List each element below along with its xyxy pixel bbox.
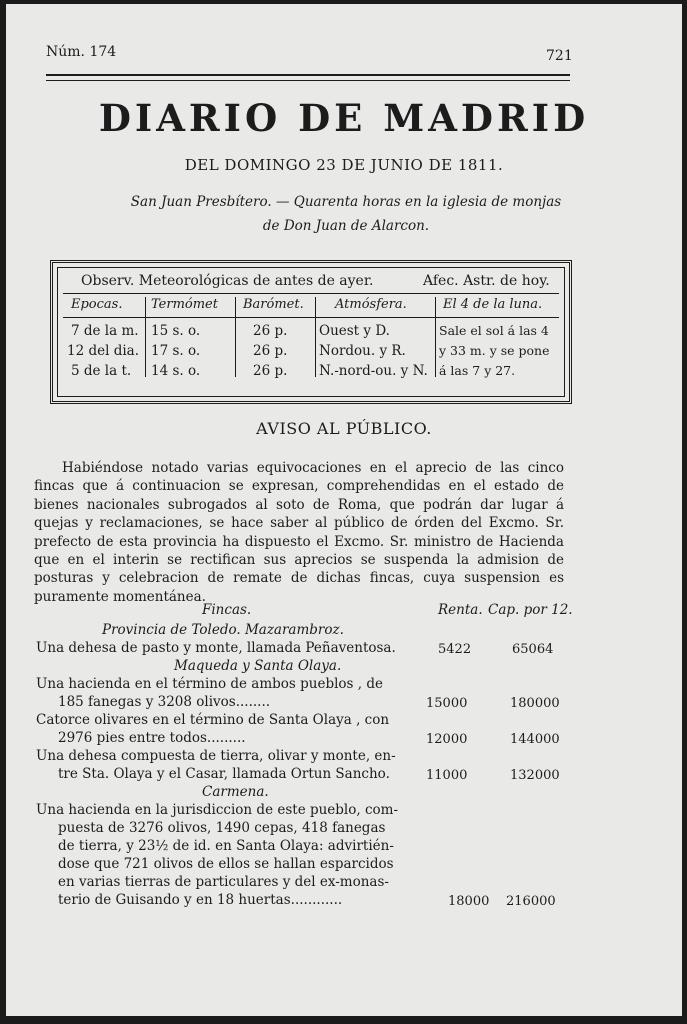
aviso-paragraph: Habiéndose notado varias equivocaciones en el aprecio de las cinco fincas que á continuacion se expresan, comprehendidas en el estado de bienes nacionales subrogados al soto de Roma, que podrán dar lugar á quejas y reclamaciones, se hace saber al público de órden del Excmo. Sr. prefecto de esta provincia ha dispuesto el Excmo. Sr. ministro de Hacienda que en el interin se rectifican sus aprecios se suspenda la admision de posturas y celebracion de remate de dichas fincas, cuya suspension es puramente momentánea. [34, 460, 564, 605]
saints-line-2: de Don Juan de Alarcon. [262, 218, 430, 234]
meteo-row-1-termometro: 15 s. o. [151, 323, 201, 339]
meteo-row-3-barometro: 26 p. [253, 363, 288, 379]
finca-5-line-2: puesta de 3276 olivos, 1490 cepas, 418 fanegas [58, 820, 386, 836]
astro-line-3: á las 7 y 27. [439, 363, 516, 378]
finca-2-capital: 180000 [510, 696, 560, 711]
place-heading-2: Maqueda y Santa Olaya. [174, 658, 342, 674]
col-fincas: Fincas. [202, 602, 252, 618]
saints-line-1: San Juan Presbítero. — Quarenta horas en la iglesia de monjas [130, 194, 562, 210]
header-rule-top [46, 74, 570, 76]
issue-number: Núm. 174 [46, 44, 117, 60]
finca-5-line-1: Una hacienda en la jurisdiccion de este pueblo, com- [36, 802, 399, 818]
meteo-row-2-barometro: 26 p. [253, 343, 288, 359]
col-luna: El 4 de la luna. [443, 297, 543, 312]
meteo-row-3-termometro: 14 s. o. [151, 363, 201, 379]
col-atmosfera: Atmósfera. [335, 297, 407, 312]
meteo-row-1-atmosfera: Ouest y D. [319, 323, 390, 339]
col-termometro: Termómet [151, 297, 218, 312]
finca-2-renta: 15000 [426, 696, 468, 711]
meteo-row-2-epoca: 12 del dia. [67, 343, 140, 359]
meteo-row-3-atmosfera: N.-nord-ou. y N. [319, 363, 428, 379]
meteo-row-3-epoca: 5 de la t. [71, 363, 132, 379]
col-barometro: Barómet. [243, 297, 304, 312]
meteo-heading: Observ. Meteorológicas de antes de ayer. [81, 273, 374, 289]
province-heading: Provincia de Toledo. Mazarambroz. [102, 622, 344, 638]
col-epocas: Epocas. [71, 297, 123, 312]
astro-line-2: y 33 m. y se pone [439, 343, 550, 358]
col-renta: Renta. [438, 602, 483, 618]
finca-5-line-5: en varias tierras de particulares y del ex-monas- [58, 874, 389, 890]
meteo-row-1-epoca: 7 de la m. [71, 323, 139, 339]
header-rule-bottom [46, 80, 570, 81]
astro-line-1: Sale el sol á las 4 [439, 323, 549, 338]
finca-5-line-4: dose que 721 olivos de ellos se hallan esparcidos [58, 856, 394, 872]
finca-4-line-2: tre Sta. Olaya y el Casar, llamada Ortun Sancho. [58, 766, 390, 782]
finca-1-renta: 5422 [438, 642, 472, 657]
finca-4-line-1: Una dehesa compuesta de tierra, olivar y monte, en- [36, 748, 396, 764]
finca-3-line-2: 2976 pies entre todos......... [58, 730, 246, 746]
finca-5-renta: 18000 [448, 894, 490, 909]
finca-2-line-1: Una hacienda en el término de ambos pueblos , de [36, 676, 383, 692]
finca-3-capital: 144000 [510, 732, 560, 747]
dateline: DEL DOMINGO 23 DE JUNIO DE 1811. [184, 156, 504, 174]
col-capital: Cap. por 12. [488, 602, 573, 618]
newspaper-title: DIARIO DE MADRID [98, 96, 590, 140]
astro-heading: Afec. Astr. de hoy. [423, 273, 550, 289]
finca-5-capital: 216000 [506, 894, 556, 909]
finca-3-line-1: Catorce olivares en el término de Santa Olaya , con [36, 712, 390, 728]
finca-5-line-6: terio de Guisando y en 18 huertas............ [58, 892, 343, 908]
aviso-heading: AVISO AL PÚBLICO. [256, 419, 432, 438]
meteo-row-1-barometro: 26 p. [253, 323, 288, 339]
finca-3-renta: 12000 [426, 732, 468, 747]
saints-notice [66, 190, 626, 238]
place-heading-3: Carmena. [202, 784, 269, 800]
meteo-row-2-atmosfera: Nordou. y R. [319, 343, 406, 359]
finca-1-line-1: Una dehesa de pasto y monte, llamada Peñaventosa. [36, 640, 396, 656]
finca-1-capital: 65064 [512, 642, 554, 657]
meteo-row-2-termometro: 17 s. o. [151, 343, 201, 359]
newspaper-page [6, 4, 682, 1016]
finca-2-line-2: 185 fanegas y 3208 olivos........ [58, 694, 271, 710]
meteorological-table [50, 260, 572, 404]
finca-4-capital: 132000 [510, 768, 560, 783]
finca-5-line-3: de tierra, y 23½ de id. en Santa Olaya: advirtién- [58, 838, 394, 854]
finca-4-renta: 11000 [426, 768, 468, 783]
page-number: 721 [546, 48, 573, 64]
